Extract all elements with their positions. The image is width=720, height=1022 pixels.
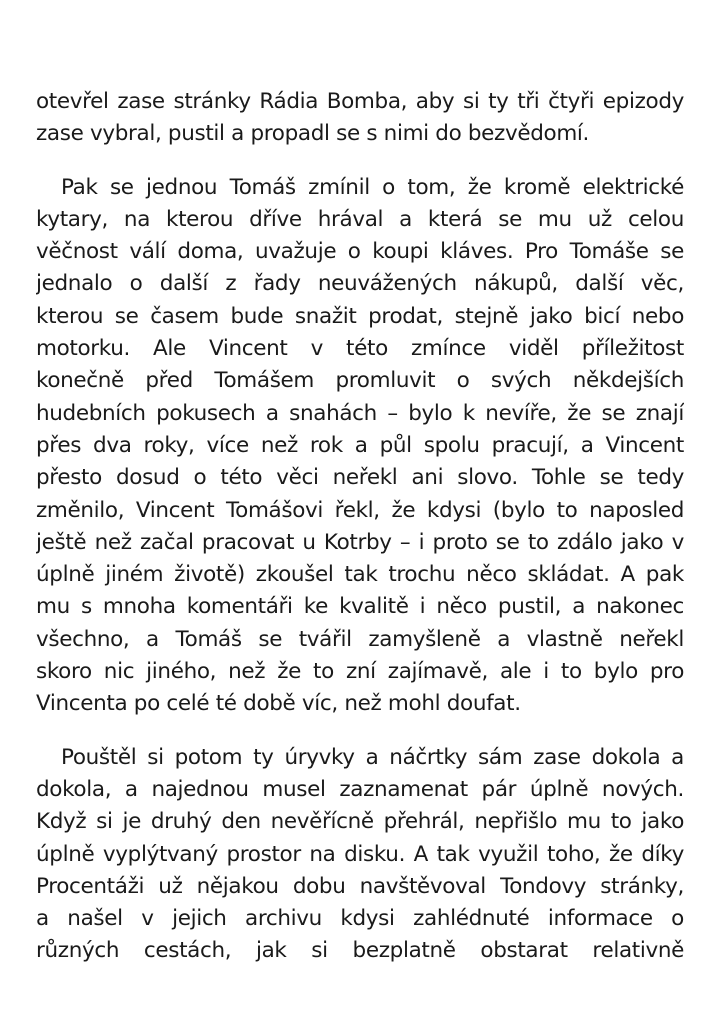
- text-line: jednalo o další z řady neuvážených nákupů, další věc,: [36, 271, 684, 297]
- text-line: Procentáži už nějakou dobu navštěvoval Tondovy stránky,: [36, 873, 684, 899]
- text-line: přes dva roky, více než rok a půl spolu pracují, a Vincent: [36, 432, 684, 458]
- text-line: úplně vyplýtvaný prostor na disku. A tak využil toho, že díky: [36, 841, 684, 867]
- text-line: kytary, na kterou dříve hrával a která se mu už celou: [36, 206, 684, 232]
- paragraph: [36, 742, 684, 968]
- text-line: a našel v jejich archivu kdysi zahlédnuté informace o: [36, 906, 684, 932]
- text-line: úplně jiném životě) zkoušel tak trochu něco skládat. A pak: [36, 562, 684, 588]
- text-line: zase vybral, pustil a propadl se s nimi do bezvědomí.: [36, 121, 590, 147]
- text-line: přesto dosud o této věci neřekl ani slovo. Tohle se tedy: [36, 465, 684, 491]
- text-line: Když si je druhý den nevěřícně přehrál, nepřišlo mu to jako: [36, 809, 684, 835]
- text-line: všechno, a Tomáš se tvářil zamyšleně a vlastně neřekl: [36, 626, 684, 652]
- text-line: změnilo, Vincent Tomášovi řekl, že kdysi (bylo to naposled: [36, 497, 684, 523]
- paragraph: [36, 172, 684, 721]
- text-line: kterou se časem bude snažit prodat, stejně jako bicí nebo: [36, 303, 684, 329]
- paragraph: [36, 86, 684, 151]
- book-page: [36, 86, 684, 968]
- text-line: Pak se jednou Tomáš zmínil o tom, že kromě elektrické: [61, 174, 684, 200]
- text-line: konečně před Tomášem promluvit o svých někdejších: [36, 368, 684, 394]
- text-line: dokola, a najednou musel zaznamenat pár úplně nových.: [36, 776, 684, 802]
- text-line: různých cestách, jak si bezplatně obstarat relativně: [36, 938, 684, 964]
- text-line: hudebních pokusech a snahách – bylo k nevíře, že se znají: [36, 400, 684, 426]
- text-line: Vincenta po celé té době víc, než mohl doufat.: [36, 691, 521, 717]
- text-line: Pouštěl si potom ty úryvky a náčrtky sám zase dokola a: [61, 744, 684, 770]
- text-line: věčnost válí doma, uvažuje o koupi kláves. Pro Tomáše se: [36, 239, 684, 265]
- text-line: ještě než začal pracovat u Kotrby – i proto se to zdálo jako v: [36, 529, 684, 555]
- text-line: skoro nic jiného, než že to zní zajímavě, ale i to bylo pro: [36, 659, 684, 685]
- text-line: motorku. Ale Vincent v této zmínce viděl příležitost: [36, 336, 684, 362]
- text-line: mu s mnoha komentáři ke kvalitě i něco pustil, a nakonec: [36, 594, 684, 620]
- text-line: otevřel zase stránky Rádia Bomba, aby si ty tři čtyři epizody: [36, 89, 684, 114]
